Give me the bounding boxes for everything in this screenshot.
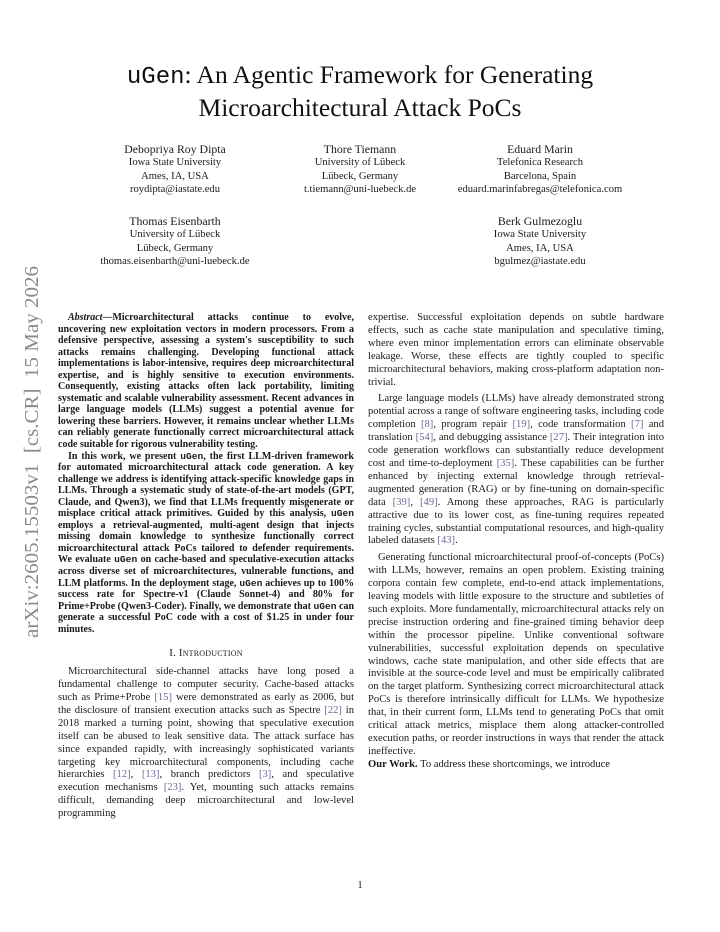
arxiv-stamp-svg [18, 262, 44, 642]
author-affiliation: University of Lübeck [314, 157, 406, 169]
citation-link[interactable]: [54] [415, 432, 434, 444]
body-text: , [410, 496, 421, 508]
author-email[interactable]: roydipta@iastate.edu [129, 184, 221, 196]
body-text: , and debugging assistance [433, 432, 550, 444]
intro-paragraph-1 [58, 666, 354, 821]
page-number: 1 [357, 880, 363, 891]
system-name: uGen [313, 600, 337, 612]
abstract-text: can generate a successful PoC code with a cost of $1.25 in under four minutes. [58, 600, 354, 635]
body-text: , program repair [433, 419, 513, 431]
author-block-5 [458, 215, 622, 269]
abstract-paragraph-2 [58, 451, 354, 636]
author-name: Thore Tiemann [323, 142, 397, 156]
body-text: , code transformation [530, 419, 632, 431]
title-line-2: Microarchitectural Attack PoCs [198, 93, 522, 122]
citation-link[interactable]: [35] [496, 457, 515, 469]
abstract-text: on cache-based and speculative-execution attacks across diverse set of microarchitectures, vulnerable functions, and LLM platforms. In the deployment stage, [58, 554, 355, 589]
abstract-label: Abstract [68, 312, 103, 323]
citation-link[interactable]: [23] [163, 782, 182, 794]
system-name: uGen [180, 450, 204, 462]
section-heading-introduction [58, 647, 354, 660]
abstract-paragraph-1 [58, 312, 354, 451]
our-work-paragraph [368, 759, 664, 772]
abstract-text: employs a retrieval-augmented, multi-agent design that injects missing domain knowledge to synthesize functionally correct microarchitectural attack PoCs tailored to defender requirements. We evaluate [58, 519, 354, 566]
title-system-name: uGen [126, 64, 185, 91]
right-paragraph-3: Generating functional microarchitectural proof-of-concepts (PoCs) with LLMs, however, remains an open problem. Existing training corpora contain few complete, end-to-end attack implementations, leaving models with little exposure to the structure and subtleties of such exploits. More fundamentally, microarchitectural attacks rely on precise instruction ordering and fine-grained timing behavior deep within the processor pipeline. Unlike conventional software vulnerabilities, successful exploitation depends on speculative windows, cache state manipulation, and other side effects that are invisible at the source-code level and must be empirically calibrated on the target platform. Synthesizing correct microarchitectural attack PoCs is therefore intrinsically difficult for LLMs. We hypothesize that, in their current form, LLMs tend to generating PoCs that omit critical attack metrics, misplace them along attacker-controlled execution paths, or reorder instructions in ways that render the attack ineffective. [368, 552, 664, 757]
body-text: . Yet, mounting such attacks remains difficult, demanding deep microarchitectural and low-level programming [58, 782, 354, 820]
arxiv-identifier-stamp [18, 262, 44, 642]
system-name: uGen [114, 554, 138, 566]
title-line-1: : An Agentic Framework for Generating [184, 60, 594, 89]
abstract-text: achieves up to 100% success rate for Spectre-v1 (Claude Sonnet-4) and 80% for Prime+Probe (Qwen3-Coder). Finally, we demonstrate that [58, 577, 355, 612]
body-text: Large language models (LLMs) have already demonstrated strong potential across a range of software engineering tasks, including code completion [368, 393, 664, 431]
author-email[interactable]: t.tiemann@uni-luebeck.de [303, 184, 417, 196]
citation-link[interactable]: [22] [324, 704, 342, 716]
system-name: uGen [330, 508, 354, 520]
author-location: Lübeck, Germany [321, 170, 399, 182]
body-text: were demonstrated as early as 2006, but the disclosure of transient execution attacks such as Spectre [58, 692, 355, 716]
body-text: To address these shortcomings, we introduce [417, 758, 611, 770]
author-name: Berk Gulmezoglu [497, 214, 583, 228]
author-location: Lübeck, Germany [136, 242, 214, 254]
author-location: Ames, IA, USA [506, 242, 574, 254]
author-affiliation: University of Lübeck [129, 229, 221, 241]
citation-link[interactable]: [12] [113, 769, 131, 781]
author-affiliation: Iowa State University [493, 229, 587, 241]
author-block-3 [448, 143, 632, 197]
citation-link[interactable]: [8] [420, 419, 434, 431]
body-text: . Among these approaches, RAG is particularly attractive due to its lower cost, as fine-tuning requires repeated training cycles, substantial computational resources, and high-quality labeled datasets [368, 496, 665, 547]
body-text: . Their integration into code generation workflows can substantially reduce development cost and time-to-deployment [368, 432, 665, 469]
citation-link[interactable]: [3] [258, 769, 272, 781]
body-text: , and speculative execution mechanisms [58, 769, 354, 794]
author-affiliation: Iowa State University [128, 157, 222, 169]
our-work-label: Our Work. [368, 758, 418, 770]
abstract-text-1: —Microarchitectural attacks continue to evolve, uncovering new exploitation vectors in modern processors. From a defensive perspective, assessing a system's susceptibility to such attacks remains challenging. Developing functional attack implementations is labor-intensive, requires deep microarchitectural expertise, and is highly sensitive to execution environments. Consequently, existing attacks often lack portability, limiting systematic and scalable vulnerability assessment. Recent advances in large language models (LLMs) suggest a potential avenue for lowering these barriers. However, it remains unclear whether LLMs can reliably generate functionally correct microarchitectural attack code suitable for rigorous vulnerability testing. [58, 312, 354, 451]
body-text: in 2018 marked a turning point, showing that speculative execution itself can be abused to leak sensitive data. The attack surface has since expanded rapidly, with increasingly sophisticated variants targeting key microarchitectural components, including cache hierarchies [58, 704, 355, 781]
author-block-4 [88, 215, 262, 269]
section-title: Introduction [178, 647, 243, 660]
body-text: . [455, 535, 458, 547]
author-location: Ames, IA, USA [141, 170, 209, 182]
author-name: Thomas Eisenbarth [129, 214, 221, 228]
abstract-text: , the first LLM-driven framework for automated microarchitectural attack code generation. A key challenge we address is identifying attack-specific knowledge gaps in LLMs. Through a systematic study of state-of-the-art models (GPT, Claude, and Qwen3), we find that LLMs frequently misgenerate or misplace critical attack primitives. Guided by this analysis, [58, 450, 354, 520]
body-text: Microarchitectural side-channel attacks have long posed a fundamental challenge to computer security. Cache-based attacks such as Prime+Probe [58, 666, 354, 704]
author-name: Debopriya Roy Dipta [124, 142, 226, 156]
arxiv-stamp-text: arXiv:2605.15503v1 [cs.CR] 15 May 2026 [22, 292, 43, 638]
body-text: , branch predictors [159, 769, 259, 781]
author-affiliation: Telefonica Research [496, 157, 584, 169]
citation-link[interactable]: [27] [549, 432, 568, 444]
author-block-2 [280, 143, 440, 197]
citation-link[interactable]: [49] [420, 496, 438, 508]
author-name: Eduard Marin [507, 142, 573, 156]
citation-link[interactable]: [19] [512, 419, 531, 431]
right-column [368, 312, 664, 772]
body-text: , [130, 769, 142, 781]
citation-link[interactable]: [13] [141, 769, 160, 781]
author-email[interactable]: bgulmez@iastate.edu [494, 256, 586, 268]
abstract-text: In this work, we present [68, 450, 181, 462]
body-text: and translation [368, 419, 665, 444]
author-block-1 [100, 143, 250, 197]
author-email[interactable]: thomas.eisenbarth@uni-luebeck.de [100, 256, 250, 268]
body-text: . These capabilities can be further enhanced by injecting external knowledge through retrieval-augmented generation (RAG) or by fine-tuning on domain-specific data [368, 457, 664, 508]
citation-link[interactable]: [39] [392, 496, 411, 508]
citation-link[interactable]: [15] [154, 692, 172, 704]
citation-link[interactable]: [7] [631, 419, 644, 431]
author-location: Barcelona, Spain [503, 170, 577, 182]
paper-title [60, 60, 660, 123]
author-email[interactable]: eduard.marinfabregas@telefonica.com [457, 184, 623, 196]
section-numeral: I. [169, 647, 179, 660]
citation-link[interactable]: [43] [437, 535, 456, 547]
right-paragraph-2 [368, 393, 664, 548]
system-name: uGen [239, 577, 263, 589]
right-paragraph-1: expertise. Successful exploitation depends on subtle hardware effects, such as cache state manipulation and speculative timing, where even minor implementation errors can eliminate observable leakage. Worse, these effects are tightly coupled to specific microarchitectural behaviors, making cross-platform adaptation non-trivial. [368, 312, 664, 388]
left-column [58, 312, 354, 821]
